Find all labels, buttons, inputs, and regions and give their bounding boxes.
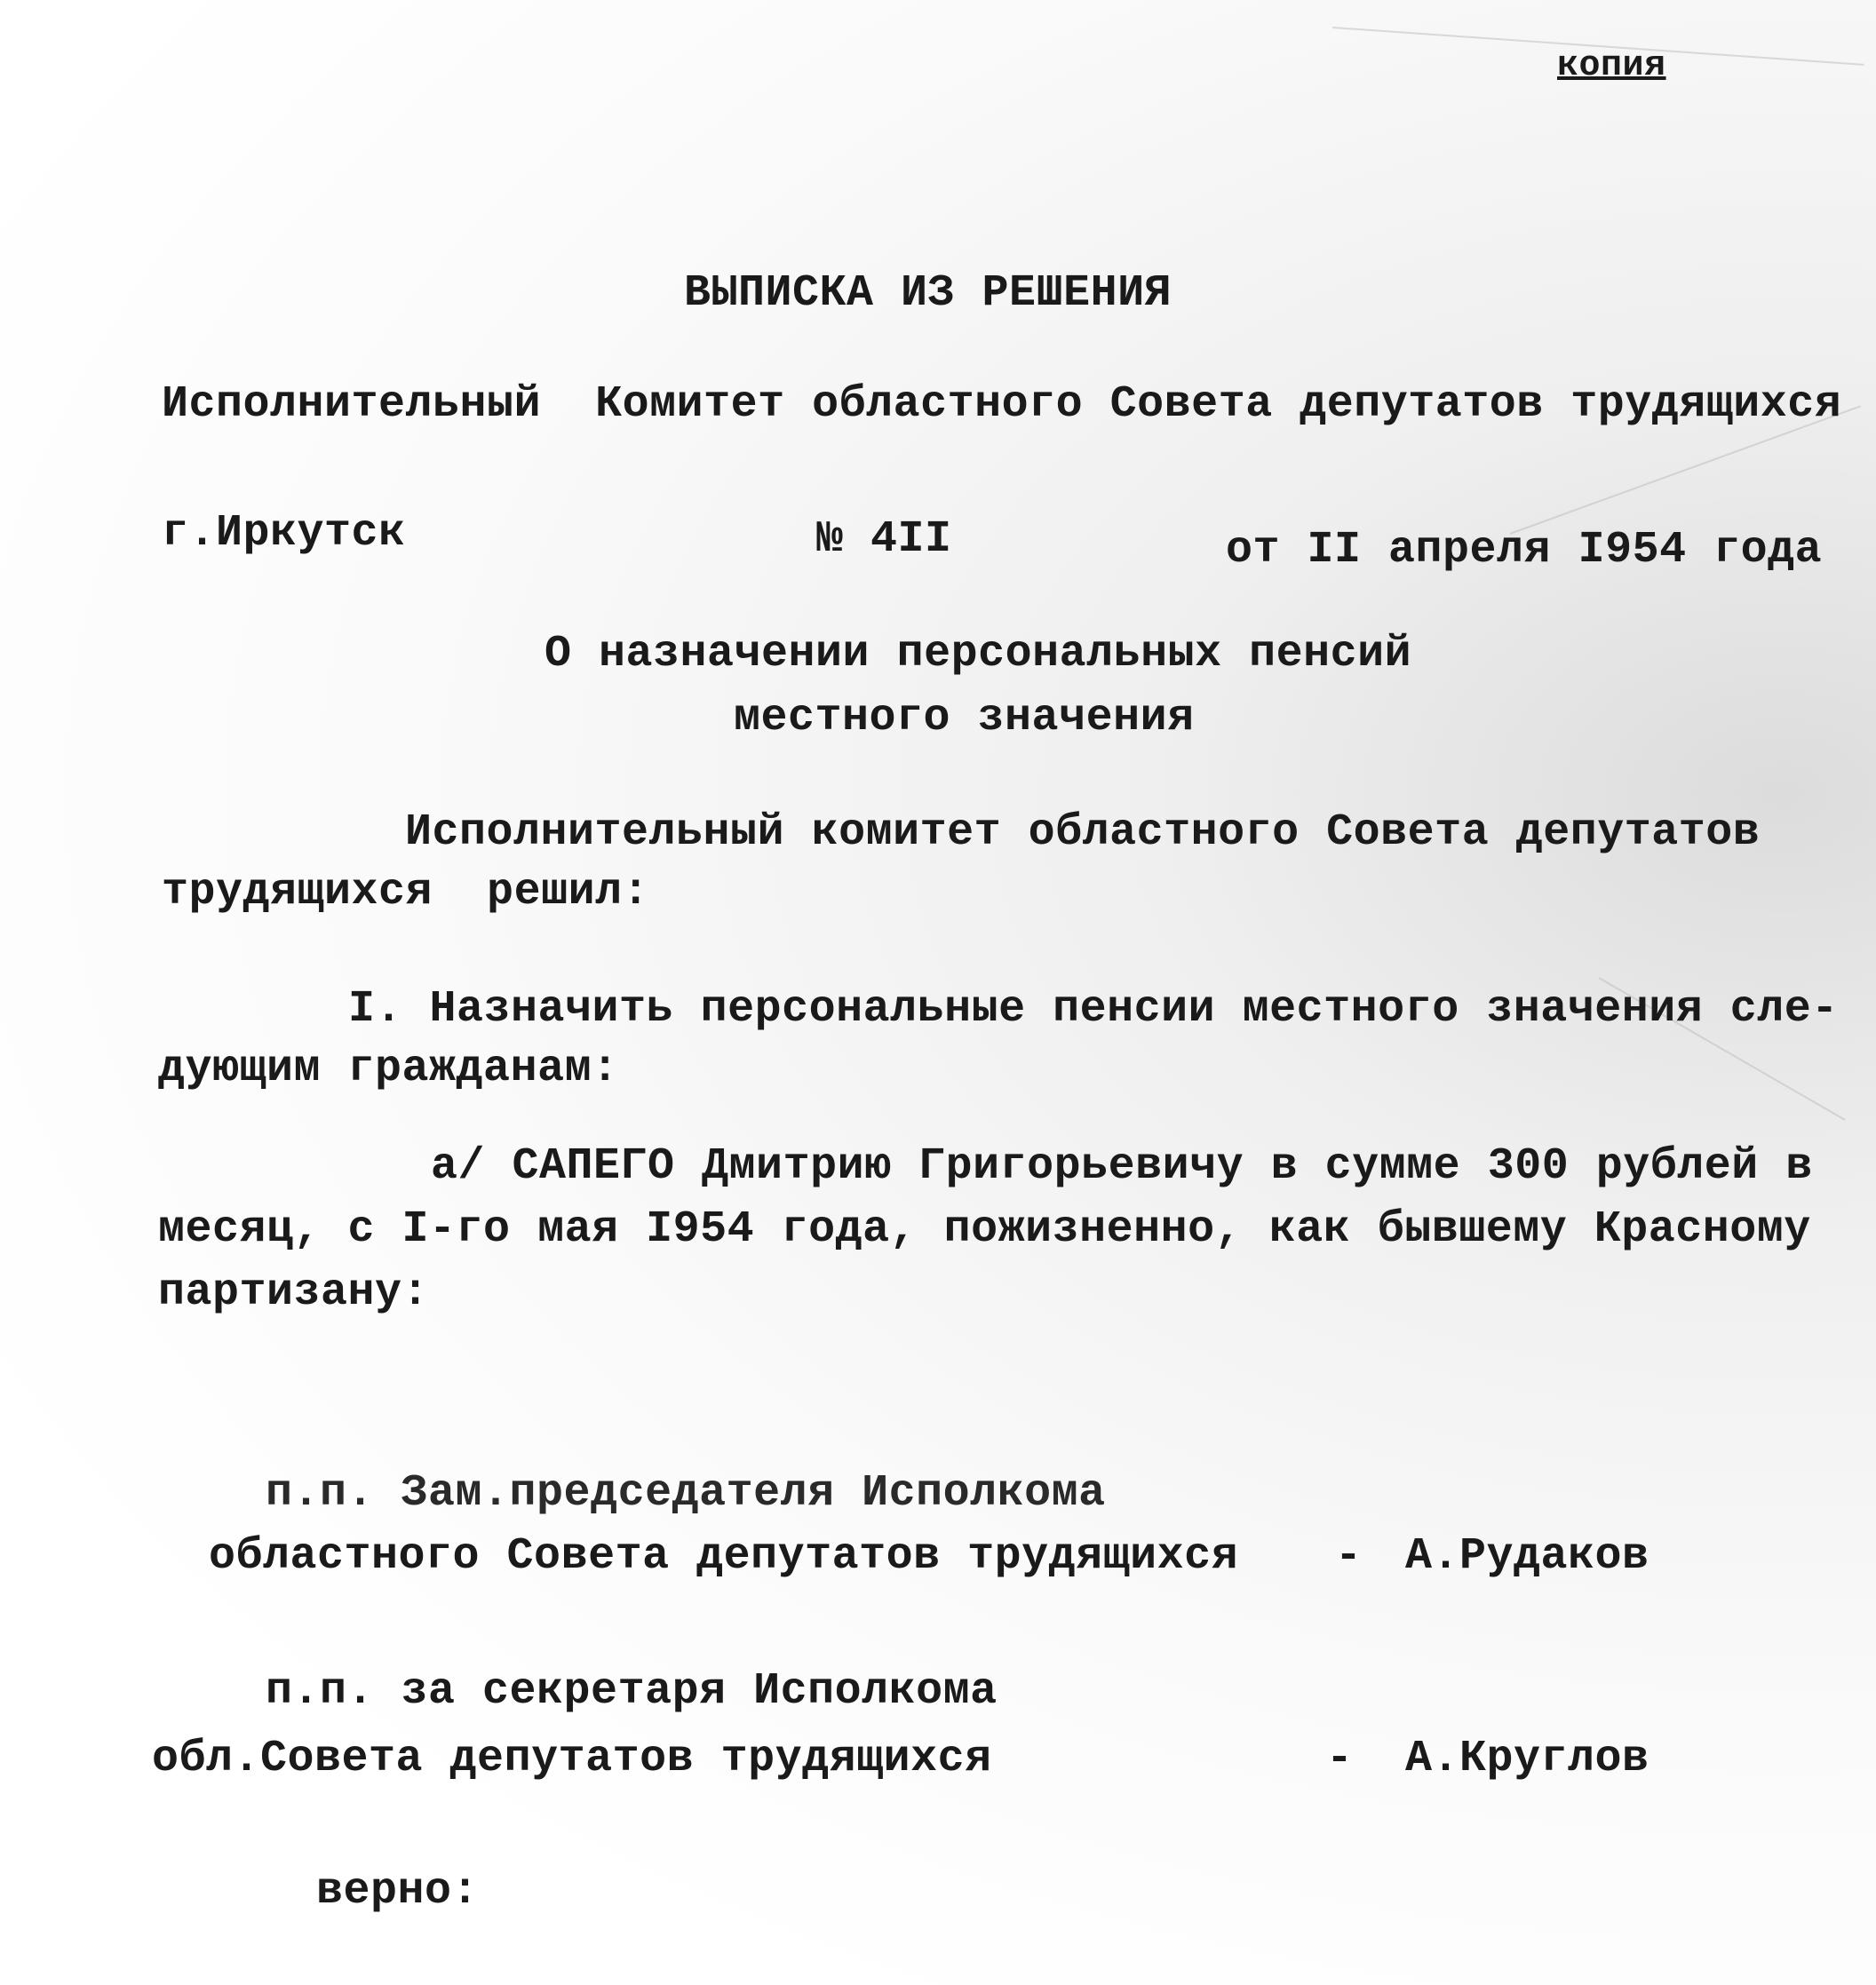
place: г.Иркутск: [162, 508, 406, 559]
item1a-line-1: а/ САПЕГО Дмитрию Григорьевичу в сумме 300 рублей в: [431, 1141, 1813, 1192]
decision-number: № 4II: [816, 514, 952, 565]
subject-line-1: О назначении персональных пенсий: [545, 629, 1412, 679]
item1-line-1: I. Назначить персональные пенсии местного значения сле-: [348, 984, 1839, 1035]
subject-line-2: местного значения: [734, 693, 1195, 743]
item1a-line-3: партизану:: [158, 1267, 430, 1318]
issuer-line: Исполнительный Комитет областного Совета депутатов трудящихся: [162, 379, 1842, 430]
signature-2-dash: -: [1326, 1734, 1354, 1784]
item1-line-2: дующим гражданам:: [158, 1044, 619, 1094]
signature-2-name: А.Круглов: [1405, 1734, 1649, 1784]
signature-2-role-line-2: обл.Совета депутатов трудящихся: [152, 1734, 992, 1784]
decision-date: от II апреля I954 года: [1226, 525, 1823, 576]
certified-label: верно:: [316, 1866, 480, 1917]
preamble-line-2: трудящихся решил:: [162, 867, 650, 917]
preamble-line-1: Исполнительный комитет областного Совета депутатов: [405, 807, 1761, 858]
signature-1-dash: -: [1335, 1531, 1363, 1582]
item1a-line-2: месяц, с I-го мая I954 года, пожизненно, как бывшему Красному: [158, 1204, 1811, 1255]
copy-stamp: копия: [1557, 46, 1666, 86]
signature-1-role-line-2: областного Совета депутатов трудящихся: [209, 1531, 1239, 1582]
document-title: ВЫПИСКА ИЗ РЕШЕНИЯ: [684, 268, 1172, 319]
signature-1-role-line-1: п.п. Зам.председателя Исполкома: [266, 1468, 1106, 1519]
signature-2-role-line-1: п.п. за секретаря Исполкома: [266, 1666, 998, 1717]
signature-1-name: А.Рудаков: [1405, 1531, 1649, 1582]
